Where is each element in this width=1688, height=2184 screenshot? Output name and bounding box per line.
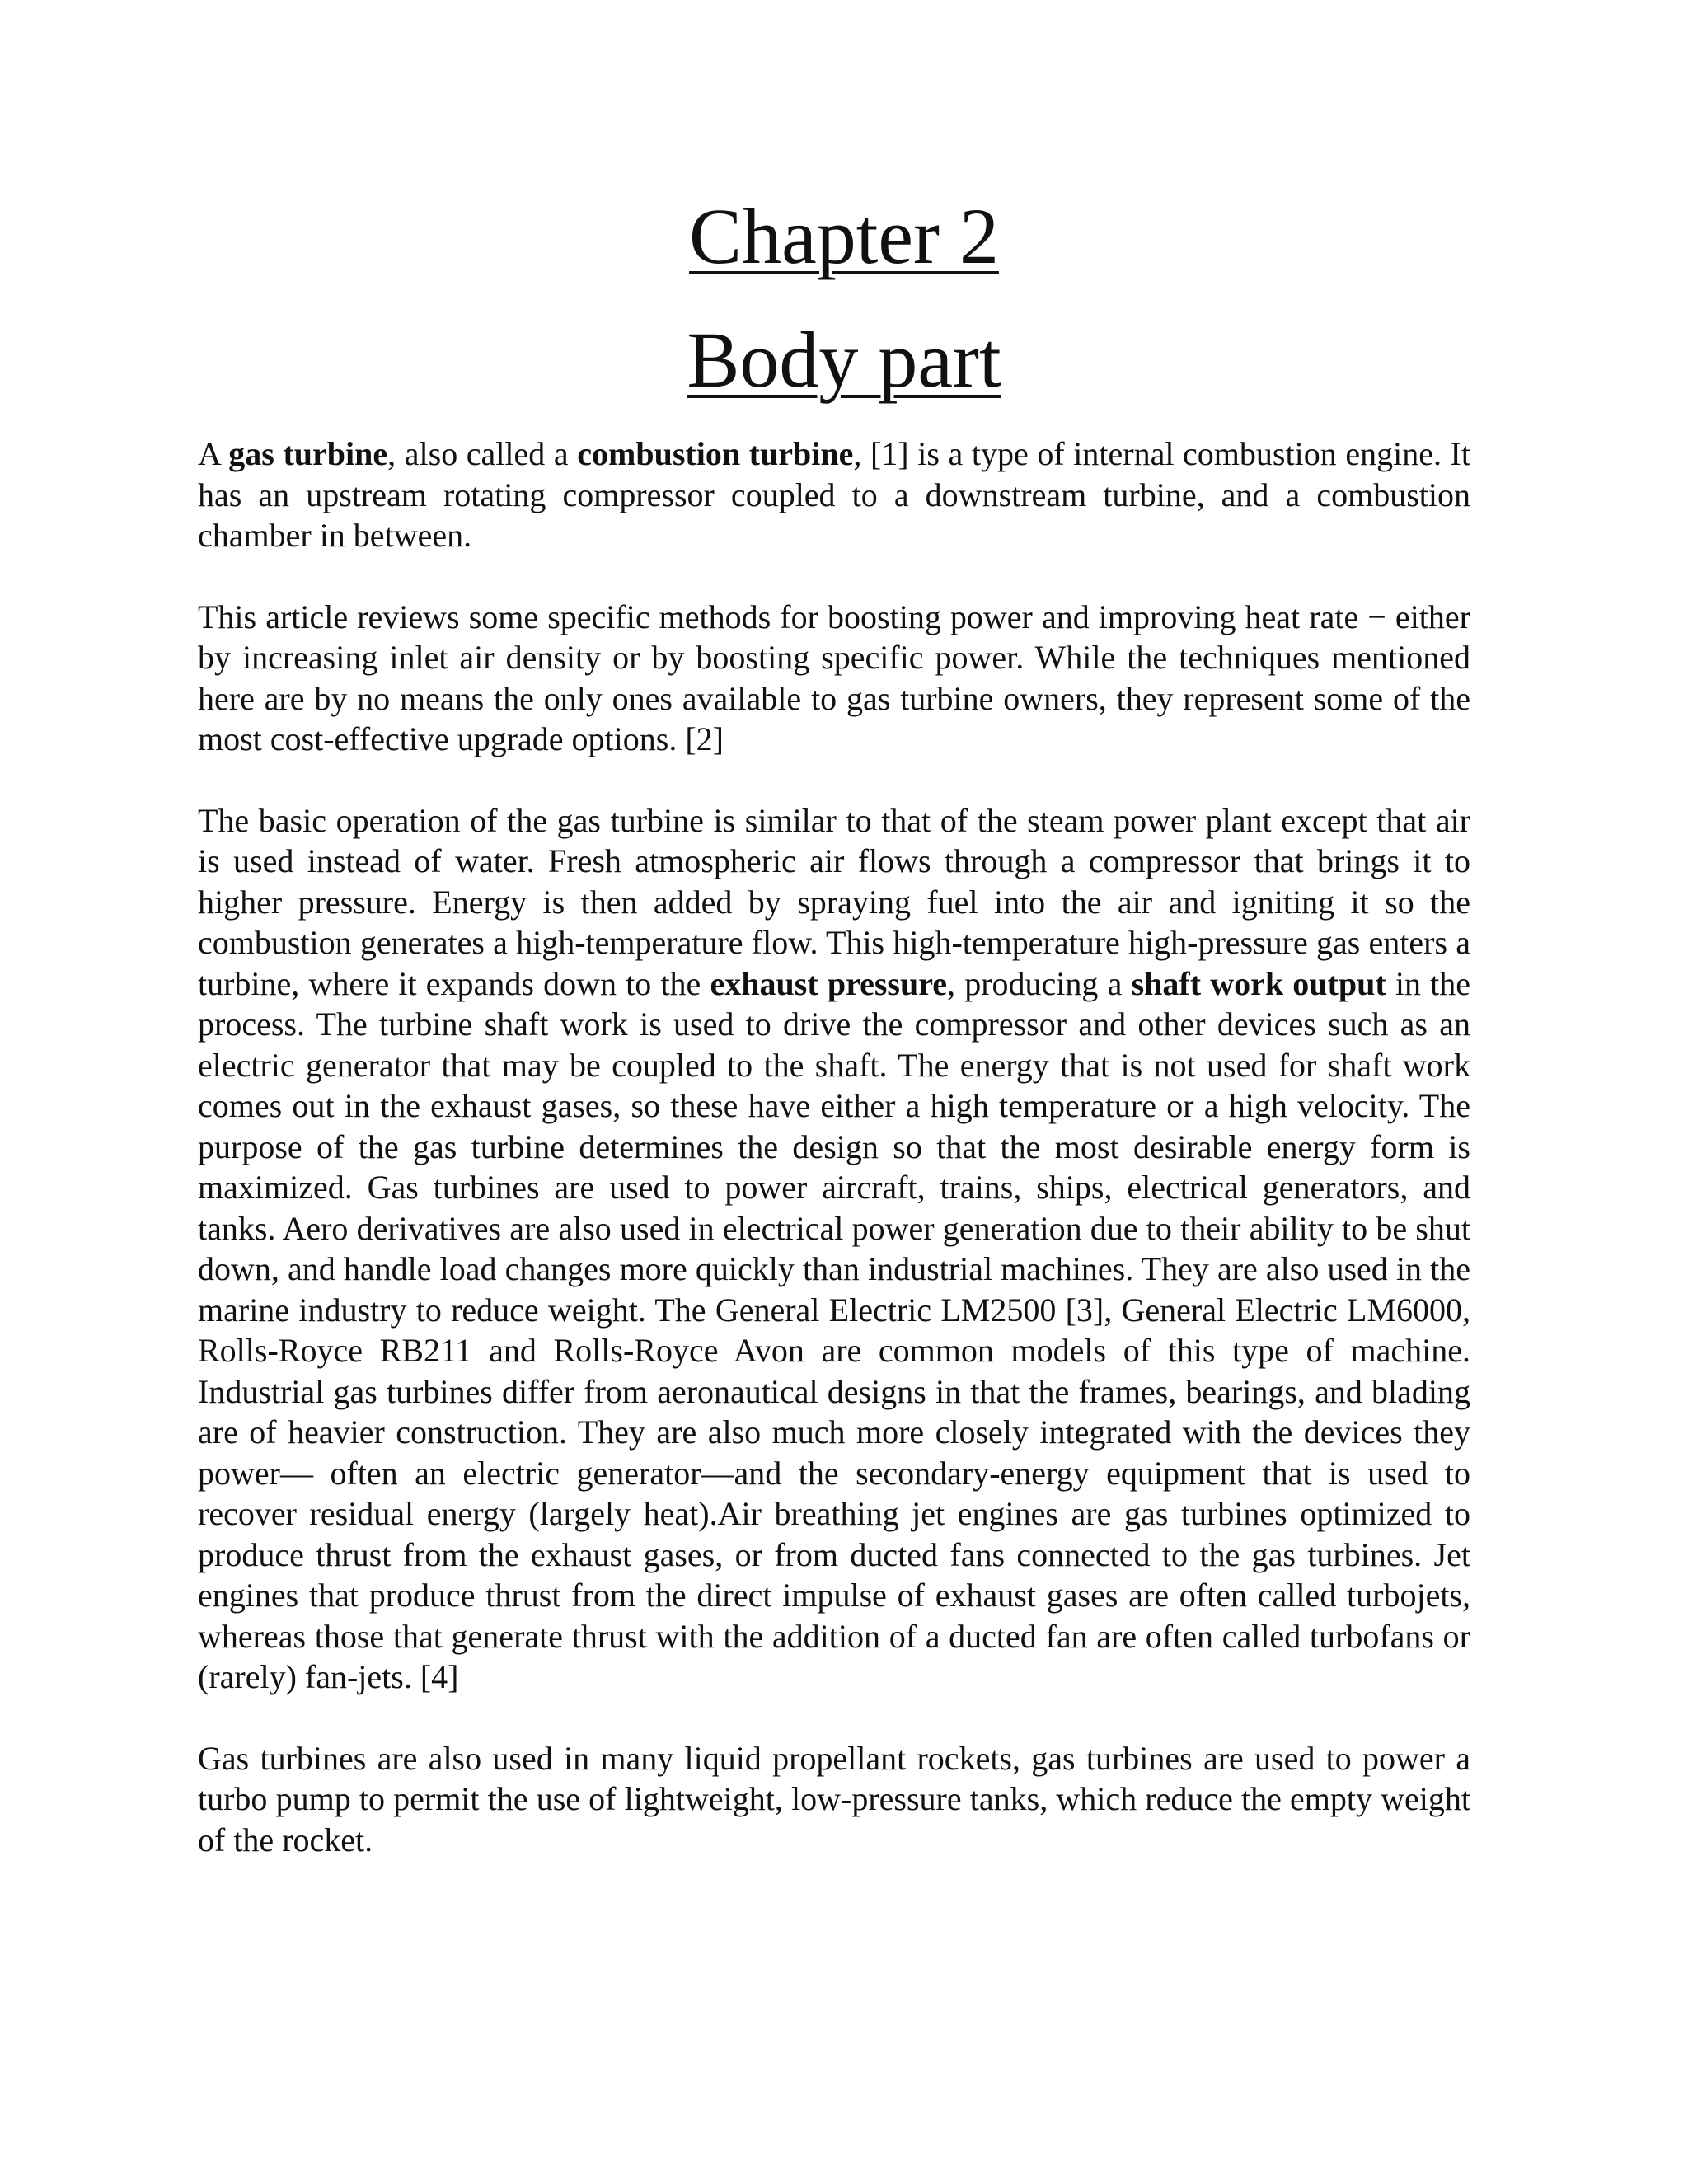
section-title: Body part bbox=[687, 316, 1001, 404]
text-run: , [1] is a type of internal combustion engine. It has an upstream rotating compressor coupled to a downstream turbine, and a combustion chamber in between. bbox=[198, 435, 1470, 554]
text-run: , producing a bbox=[947, 964, 1132, 1002]
bold-term: shaft work output bbox=[1131, 964, 1386, 1002]
text-run: A bbox=[198, 435, 229, 472]
paragraph-intro bbox=[198, 434, 1470, 556]
body-text bbox=[198, 434, 1470, 1900]
text-run: Gas turbines are also used in many liquid propellant rockets, gas turbines are used to power a turbo pump to permit the use of lightweight, low-pressure tanks, which reduce the empty weight of the rocket. bbox=[198, 1739, 1470, 1858]
bold-term: exhaust pressure bbox=[710, 964, 948, 1002]
bold-term: gas turbine bbox=[228, 435, 388, 472]
text-run: , also called a bbox=[387, 435, 578, 472]
paragraph-rockets bbox=[198, 1738, 1470, 1861]
bold-term: combustion turbine bbox=[577, 435, 854, 472]
paragraph-operation bbox=[198, 800, 1470, 1698]
text-run: This article reviews some specific methods for boosting power and improving heat rate − either by increasing inlet air density or by boosting specific power. While the techniques mentioned here are by no means the only ones available to gas turbine owners, they represent some of the most cost-effective upgrade options. [2] bbox=[198, 598, 1470, 757]
paragraph-methods bbox=[198, 597, 1470, 760]
text-run: The basic operation of the gas turbine is similar to that of the steam power plant except that air is used instead of water. Fresh atmospheric air flows through a compressor that brings it to higher pressure. Energy is then added by spraying fuel into the air and igniting it so the combustion generates a high-temperature flow. This high-temperature high-pressure gas enters a turbine, where it expands down to the bbox=[198, 801, 1470, 1002]
chapter-title: Chapter 2 bbox=[689, 192, 999, 280]
text-run: in the process. The turbine shaft work is used to drive the compressor and other devices such as an electric generator that may be coupled to the shaft. The energy that is not used for shaft work comes out in the exhaust gases, so these have either a high temperature or a high velocity. The purpose of the gas turbine determines the design so that the most desirable energy form is maximized. Gas turbines are used to power aircraft, trains, ships, electrical generators, and tanks. Aero derivatives are also used in electrical power generation due to their ability to be shut down, and handle load changes more quickly than industrial machines. They are also used in the marine industry to reduce weight. The General Electric LM2500 [3], General Electric LM6000, Rolls-Royce RB211 and Rolls-Royce Avon are common models of this type of machine. Industrial gas turbines differ from aeronautical designs in that the frames, bearings, and blading are of heavier construction. They are also much more closely integrated with the devices they power— often an electric generator—and the secondary-energy equipment that is used to recover residual energy (largely heat).Air breathing jet engines are gas turbines optimized to produce thrust from the exhaust gases, or from ducted fans connected to the gas turbines. Jet engines that produce thrust from the direct impulse of exhaust gases are often called turbojets, whereas those that generate thrust with the addition of a ducted fan are often called turbofans or (rarely) fan-jets. [4] bbox=[198, 964, 1471, 1695]
